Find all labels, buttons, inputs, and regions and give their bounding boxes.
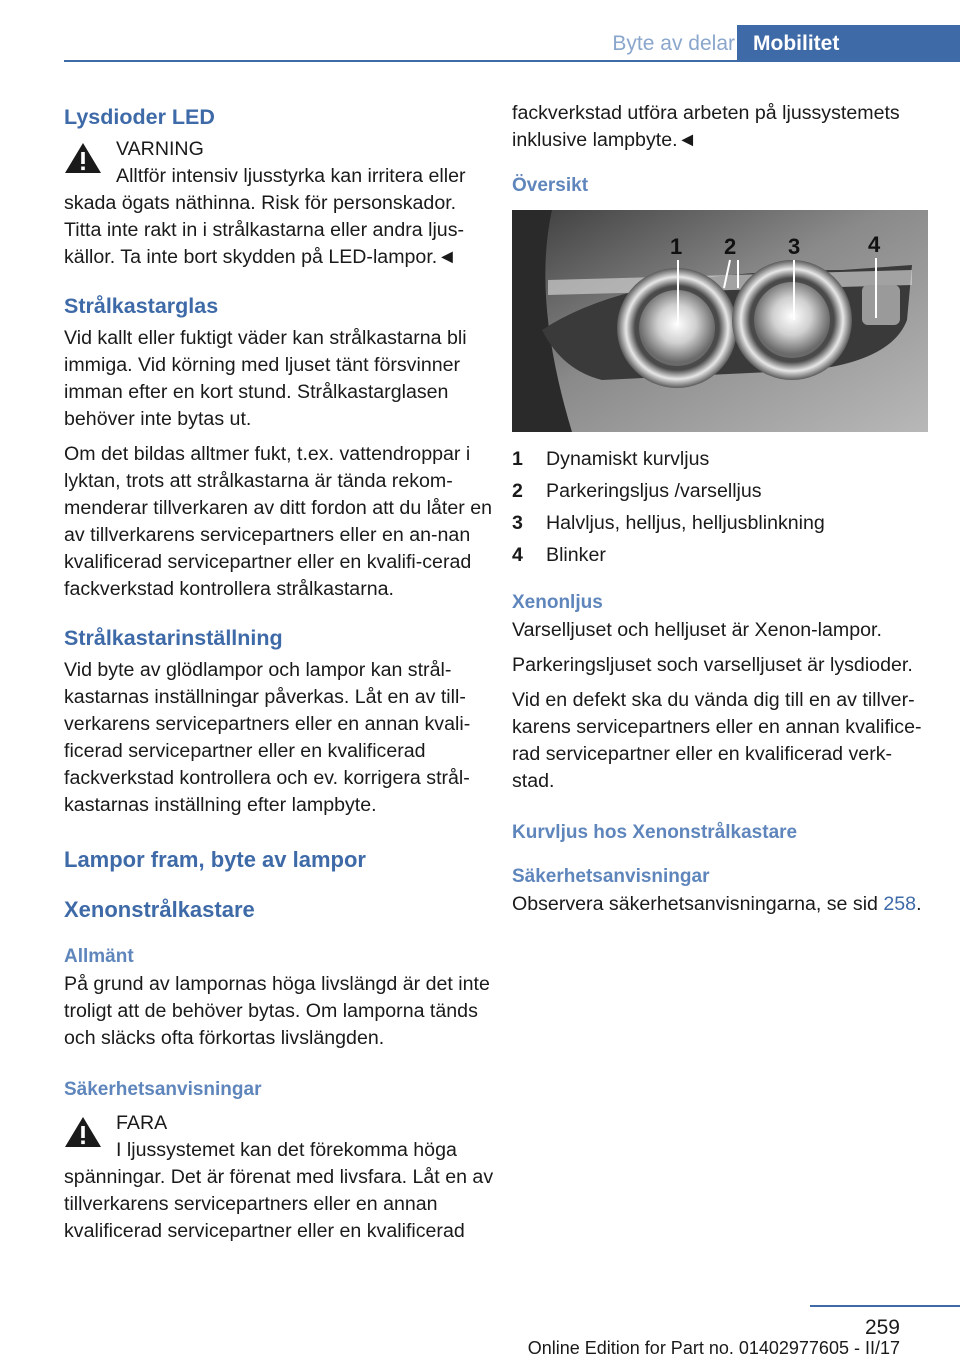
list-item: 2 Parkeringsljus /varselljus bbox=[512, 480, 762, 502]
legend-list bbox=[512, 443, 930, 571]
paragraph: Vid byte av glödlampor och lampor kan strål-kastarnas inställningar påverkas. Låt en av till-verkarens servicepartners eller en annan kvali-ficerad servicepartner eller en kvalificerad fackverkstad kontrollera och ev. korrigera strål-kastarnas inställning efter lampbyte. bbox=[64, 659, 471, 816]
paragraph: Vid en defekt ska du vända dig till en av tillver-karens servicepartners eller en annan kvalifice-rad servicepartner eller en kvalificerad verk-stad. bbox=[512, 689, 922, 792]
page-link[interactable]: 258 bbox=[883, 893, 917, 915]
continuation-text: fackverkstad utföra arbeten på ljussystemets inklusive lampbyte.◄ bbox=[512, 102, 900, 151]
headlight-figure bbox=[512, 210, 928, 432]
page-number: 259 bbox=[864, 1316, 900, 1339]
heading-general: Allmänt bbox=[64, 946, 134, 967]
heading-curve-light: Kurvljus hos Xenonstrålkastare bbox=[512, 822, 798, 843]
heading-xenon-light: Xenonljus bbox=[512, 592, 603, 613]
callout-label: 1 bbox=[670, 234, 683, 259]
heading-overview: Översikt bbox=[512, 175, 589, 196]
callout-label: 2 bbox=[724, 234, 737, 259]
heading-led: Lysdioder LED bbox=[64, 105, 215, 129]
warning-label: VARNING bbox=[116, 138, 204, 160]
paragraph: Vid kallt eller fuktigt väder kan strålkastarna bli immiga. Vid körning med ljuset tänt försvinner imman efter en kort stund. Strålkastarglasen behöver inte bytas ut. bbox=[64, 327, 467, 430]
footer-rule bbox=[810, 1305, 960, 1307]
right-column bbox=[512, 100, 930, 926]
paragraph: Om det bildas alltmer fukt, t.ex. vattendroppar i lyktan, trots att strålkastarna är tända rekom-menderar tillverkaren av ditt fordon att du låter en av tillverkarens servicepartners eller en an-nan kvalificerad servicepartner eller en kvalifi-cerad fackverkstad kontrollera strålkastarna. bbox=[64, 443, 493, 600]
paragraph: Parkeringsljuset soch varselljuset är lysdioder. bbox=[512, 654, 913, 676]
heading-headlight-adjustment: Strålkastarinställning bbox=[64, 626, 283, 650]
paragraph: Varselljuset och helljuset är Xenon-lampor. bbox=[512, 619, 882, 641]
safety-reference: Observera säkerhetsanvisningarna, se sid 258. bbox=[512, 893, 922, 915]
callout-label: 3 bbox=[788, 234, 801, 259]
edition-line: Online Edition for Part no. 01402977605 - II/17 bbox=[527, 1338, 900, 1358]
heading-safety: Säkerhetsanvisningar bbox=[64, 1079, 262, 1100]
heading-headlight-glass: Strålkastarglas bbox=[64, 294, 219, 318]
warning-text: Alltför intensiv ljusstyrka kan irritera eller skada ögats näthinna. Risk för personskador. Titta inte rakt in i strålkastarna eller andra ljus-källor. Ta inte bort skydden på LED-lampor.◄ bbox=[64, 165, 466, 268]
list-item: 3 Halvljus, helljus, helljusblinkning bbox=[512, 512, 825, 534]
paragraph: På grund av lampornas höga livslängd är det inte troligt att de behöver bytas. Om lamporna tänds och släcks ofta förkortas livslängden. bbox=[64, 973, 490, 1049]
danger-block bbox=[64, 1110, 496, 1245]
heading-front-lamps: Lampor fram, byte av lampor bbox=[64, 847, 366, 872]
danger-label: FARA bbox=[116, 1112, 168, 1134]
heading-safety-right: Säkerhetsanvisningar bbox=[512, 866, 710, 887]
danger-text: I ljussystemet kan det förekomma höga spänningar. Det är förenat med livsfara. Låt en av tillverkarens servicepartners eller en annan kvalificerad servicepartner eller en kvalificerad bbox=[64, 1139, 494, 1242]
list-item: 4 Blinker bbox=[512, 544, 606, 566]
header-chapter-tab: Mobilitet bbox=[737, 25, 960, 62]
heading-xenon-headlights: Xenonstrålkastare bbox=[64, 897, 255, 922]
callout-label: 4 bbox=[868, 232, 881, 257]
header-section-title: Byte av delar bbox=[612, 32, 735, 55]
warning-block-led bbox=[64, 136, 496, 271]
warning-triangle-icon bbox=[64, 1116, 102, 1148]
warning-triangle-icon bbox=[64, 142, 102, 174]
header-rule bbox=[64, 60, 960, 62]
left-column bbox=[64, 100, 496, 1245]
list-item: 1 Dynamiskt kurvljus bbox=[512, 448, 710, 470]
